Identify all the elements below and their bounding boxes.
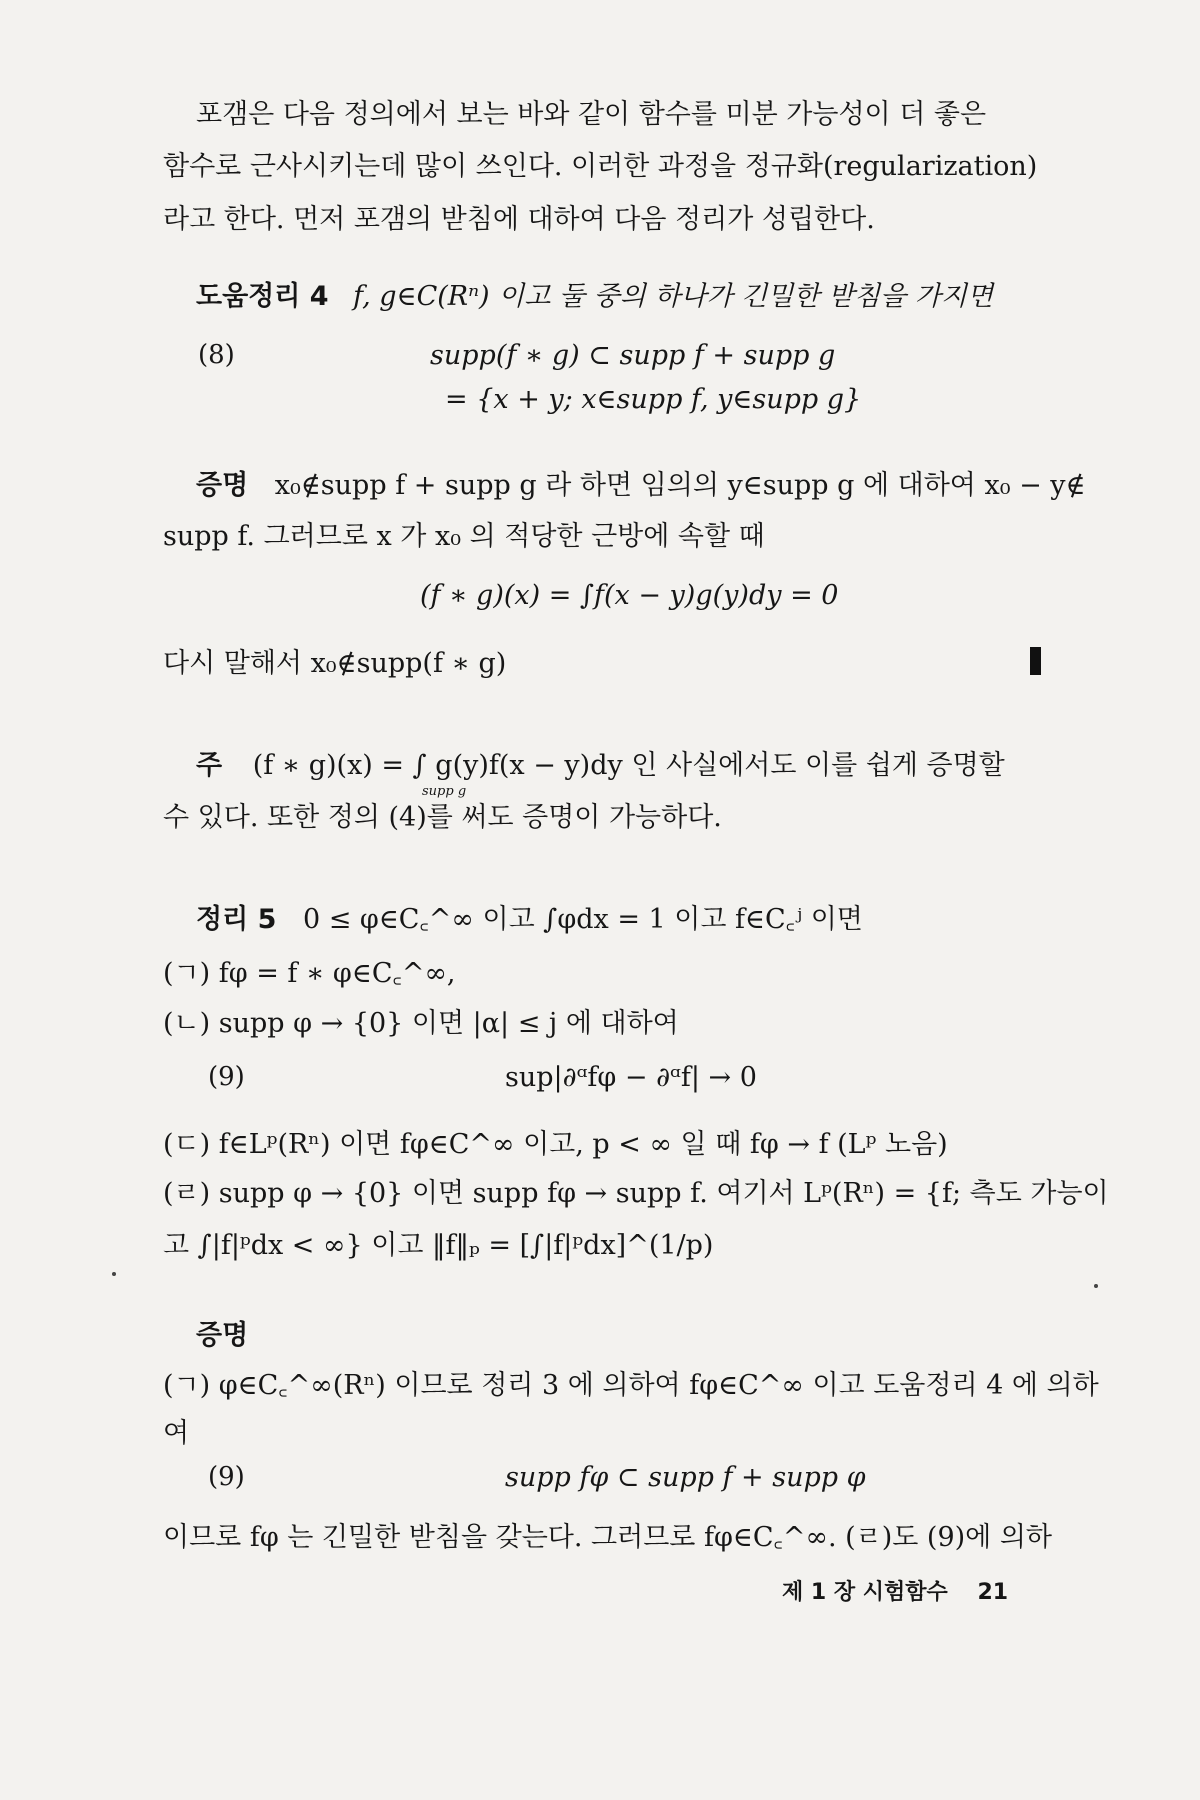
theorem-5-heading: 정리 5: [196, 904, 277, 935]
proof-5-line-3: 이므로 fφ 는 긴밀한 받침을 갖는다. 그러므로 fφ∈C꜀^∞. (ㄹ)도 (9)에 의하: [163, 1522, 1053, 1553]
theorem-5-item-c: (ㄷ) f∈Lᵖ(Rⁿ) 이면 fφ∈C^∞ 이고, p < ∞ 일 때 fφ → f (Lᵖ 노음): [163, 1129, 948, 1160]
theorem-5-item-b: (ㄴ) supp φ → {0} 이면 |α| ≤ j 에 대하여: [163, 1008, 679, 1039]
lemma-4-heading: 도움정리 4: [196, 281, 329, 312]
theorem-5-item-a: (ㄱ) fφ = f ∗ φ∈C꜀^∞,: [163, 958, 456, 989]
chapter-title: 제 1 장 시험함수: [782, 1580, 948, 1605]
remark-integral-subscript: supp g: [422, 784, 467, 799]
equation-8-line-2: = {x + y; x∈supp f, y∈supp g}: [445, 384, 862, 415]
proof-4-equation: (f ∗ g)(x) = ∫f(x − y)g(y)dy = 0: [420, 580, 839, 611]
proof-5-line-1: (ㄱ) φ∈C꜀^∞(Rⁿ) 이므로 정리 3 에 의하여 fφ∈C^∞ 이고 도움정리 4 에 의하: [163, 1370, 1099, 1401]
qed-mark: [1030, 647, 1041, 675]
equation-number-8: (8): [198, 340, 235, 370]
equation-number-9a: (9): [208, 1062, 245, 1092]
proof-4-heading: 증명: [196, 470, 249, 501]
scan-speck: [112, 1272, 116, 1276]
remark-line-1: [196, 746, 1005, 786]
theorem-5: [196, 900, 863, 940]
page-number: 21: [977, 1580, 1009, 1605]
lemma-4: [196, 277, 993, 317]
intro-line-3: 라고 한다. 먼저 포갬의 받침에 대하여 다음 정리가 성립한다.: [163, 204, 875, 235]
scan-speck: [1094, 1284, 1098, 1288]
proof-5-line-2: 여: [163, 1418, 190, 1449]
intro-line-2: 함수로 근사시키는데 많이 쓰인다. 이러한 과정을 정규화(regularization): [163, 151, 1038, 182]
proof-4-line-2: supp f. 그러므로 x 가 x₀ 의 적당한 근방에 속할 때: [163, 521, 765, 552]
proof-4-line-3: 다시 말해서 x₀∉supp(f ∗ g): [163, 648, 507, 679]
equation-number-9b: (9): [208, 1462, 245, 1492]
theorem-5-item-d-cont: 고 ∫|f|ᵖdx < ∞} 이고 ‖f‖ₚ = [∫|f|ᵖdx]^(1/p): [163, 1230, 714, 1261]
remark-heading: 주: [196, 750, 223, 781]
theorem-5-item-d: (ㄹ) supp φ → {0} 이면 supp fφ → supp f. 여기서 Lᵖ(Rⁿ) = {f; 측도 가능이: [163, 1178, 1109, 1209]
equation-8-line-1: supp(f ∗ g) ⊂ supp f + supp g: [430, 340, 836, 371]
proof-5-equation: supp fφ ⊂ supp f + supp φ: [505, 1462, 866, 1493]
proof-5-heading: 증명: [196, 1320, 249, 1351]
theorem-5-statement: 0 ≤ φ∈C꜀^∞ 이고 ∫φdx = 1 이고 f∈C꜀ʲ 이면: [302, 904, 863, 935]
proof-4-text-1: x₀∉supp f + supp g 라 하면 임의의 y∈supp g 에 대하여 x₀ − y∉: [274, 470, 1086, 501]
remark-line-2: 수 있다. 또한 정의 (4)를 써도 증명이 가능하다.: [163, 802, 722, 833]
remark-text-1: (f ∗ g)(x) = ∫ g(y)f(x − y)dy 인 사실에서도 이를 쉽게 증명할: [252, 750, 1005, 781]
lemma-4-statement: f, g∈C(Rⁿ) 이고 둘 중의 하나가 긴밀한 받침을 가지면: [353, 281, 994, 312]
theorem-5-equation: sup|∂ᵅfφ − ∂ᵅf| → 0: [505, 1062, 757, 1093]
page-footer: [782, 1575, 1008, 1606]
intro-line-1: 포갬은 다음 정의에서 보는 바와 같이 함수를 미분 가능성이 더 좋은: [196, 99, 987, 130]
proof-4-line-1: [196, 466, 1086, 506]
